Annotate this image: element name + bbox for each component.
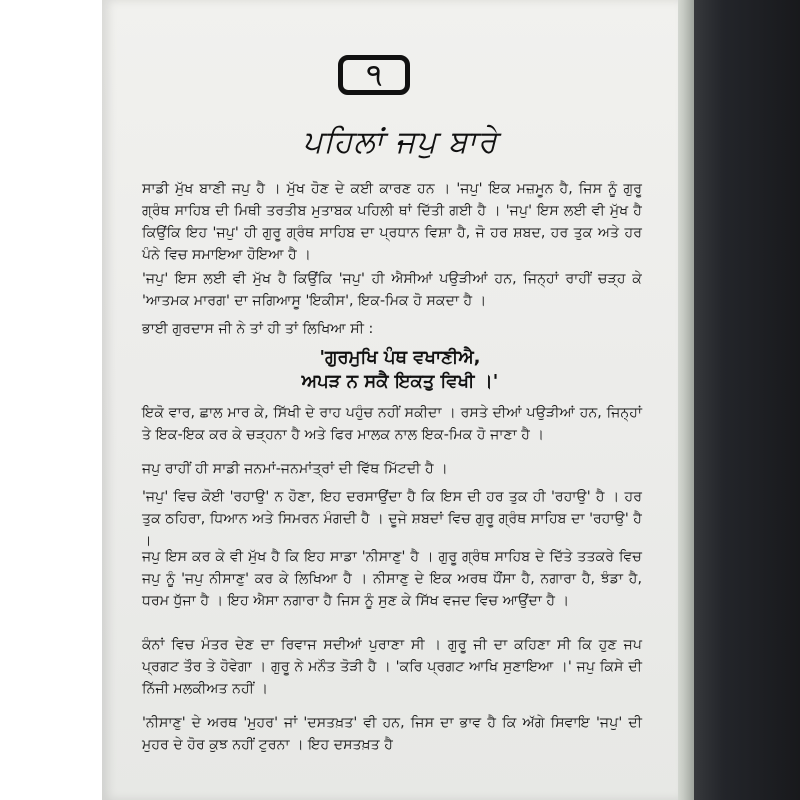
paragraph-2: 'ਜਪੁ' ਇਸ ਲਈ ਵੀ ਮੁੱਖ ਹੈ ਕਿਉਂਕਿ 'ਜਪੁ' ਹੀ ਐਸੀਆਂ ਪਉੜੀਆਂ ਹਨ, ਜਿਨ੍ਹਾਂ ਰਾਹੀਂ ਚੜ੍ਹ ਕੇ 'ਆਤਮਕ ਮਾਰਗ' ਦਾ ਜਗਿਆਸੂ 'ਇਕੀਸ', ਇਕ-ਮਿਕ ਹੋ ਸਕਦਾ ਹੈ । xyxy=(142,271,642,309)
chapter-number-box xyxy=(338,55,410,95)
paragraph-8: ਕੰਨਾਂ ਵਿਚ ਮੰਤਰ ਦੇਣ ਦਾ ਰਿਵਾਜ ਸਦੀਆਂ ਪੁਰਾਣਾ ਸੀ । ਗੁਰੂ ਜੀ ਦਾ ਕਹਿਣਾ ਸੀ ਕਿ ਹੁਣ ਜਪ ਪ੍ਰਗਟ ਤੌਰ ਤੇ ਹੋਵੇਗਾ । ਗੁਰੂ ਨੇ ਮਨੌਤ ਤੋੜੀ ਹੈ । 'ਕਰਿ ਪ੍ਰਗਟ ਆਖਿ ਸੁਣਾਇਆ ।' ਜਪੁ ਕਿਸੇ ਦੀ ਨਿੱਜੀ ਮਲਕੀਅਤ ਨਹੀਂ । xyxy=(142,637,642,697)
quote-line-2: ਅਪੜ ਨ ਸਕੈ ਇਕਤੁ ਵਿਖੀ ।' xyxy=(301,371,499,392)
chapter-number: ੧ xyxy=(366,59,382,90)
backdrop-right xyxy=(690,0,800,800)
paragraph-3: ਭਾਈ ਗੁਰਦਾਸ ਜੀ ਨੇ ਤਾਂ ਹੀ ਤਾਂ ਲਿਖਿਆ ਸੀ : xyxy=(142,321,374,337)
page-title: ਪਹਿਲਾਂ ਜਪੁ ਬਾਰੇ xyxy=(302,124,498,160)
paragraph-4: ਇਕੋ ਵਾਰ, ਛਾਲ ਮਾਰ ਕੇ, ਸਿੱਖੀ ਦੇ ਰਾਹ ਪਹੁੰਚ ਨਹੀਂ ਸਕੀਦਾ । ਰਸਤੇ ਦੀਆਂ ਪਉੜੀਆਂ ਹਨ, ਜਿਨ੍ਹਾਂ ਤੇ ਇਕ-ਇਕ ਕਰ ਕੇ ਚੜ੍ਹਨਾ ਹੈ ਅਤੇ ਫਿਰ ਮਾਲਕ ਨਾਲ ਇਕ-ਮਿਕ ਹੋ ਜਾਣਾ ਹੈ । xyxy=(142,405,642,443)
paragraph-6: 'ਜਪੁ' ਵਿਚ ਕੋਈ 'ਰਹਾਉ' ਨ ਹੋਣਾ, ਇਹ ਦਰਸਾਉਂਦਾ ਹੈ ਕਿ ਇਸ ਦੀ ਹਰ ਤੁਕ ਹੀ 'ਰਹਾਉ' ਹੈ । ਹਰ ਤੁਕ ਠਹਿਰਾ, ਧਿਆਨ ਅਤੇ ਸਿਮਰਨ ਮੰਗਦੀ ਹੈ । ਦੂਜੇ ਸ਼ਬਦਾਂ ਵਿਚ ਗੁਰੂ ਗ੍ਰੰਥ ਸਾਹਿਬ ਦਾ 'ਰਹਾਉ' ਹੈ । xyxy=(142,489,642,549)
paragraph-7: ਜਪੁ ਇਸ ਕਰ ਕੇ ਵੀ ਮੁੱਖ ਹੈ ਕਿ ਇਹ ਸਾਡਾ 'ਨੀਸਾਣੁ' ਹੈ । ਗੁਰੂ ਗ੍ਰੰਥ ਸਾਹਿਬ ਦੇ ਦਿੱਤੇ ਤਤਕਰੇ ਵਿਚ ਜਪੁ ਨੂੰ 'ਜਪੁ ਨੀਸਾਣੁ' ਕਰ ਕੇ ਲਿਖਿਆ ਹੈ । ਨੀਸਾਣੁ ਦੇ ਇਕ ਅਰਥ ਧੌਂਸਾ ਹੈ, ਨਗਾਰਾ ਹੈ, ਝੰਡਾ ਹੈ, ਧਰਮ ਧੁੱਜਾ ਹੈ । ਇਹ ਐਸਾ ਨਗਾਰਾ ਹੈ ਜਿਸ ਨੂੰ ਸੁਣ ਕੇ ਸਿੱਖ ਵਜਦ ਵਿਚ ਆਉਂਦਾ ਹੈ । xyxy=(142,549,642,609)
quote-line-1: 'ਗੁਰਮੁਖਿ ਪੰਥ ਵਖਾਣੀਐ, xyxy=(319,347,481,368)
paragraph-9: 'ਨੀਸਾਣੁ' ਦੇ ਅਰਥ 'ਮੁਹਰ' ਜਾਂ 'ਦਸਤਖ਼ਤ' ਵੀ ਹਨ, ਜਿਸ ਦਾ ਭਾਵ ਹੈ ਕਿ ਅੱਗੇ ਸਿਵਾਇ 'ਜਪੁ' ਦੀ ਮੁਹਰ ਦੇ ਹੋਰ ਕੁਝ ਨਹੀਂ ਟੁਰਨਾ । ਇਹ ਦਸਤਖ਼ਤ ਹੈ xyxy=(142,715,642,753)
paragraph-5: ਜਪੁ ਰਾਹੀਂ ਹੀ ਸਾਡੀ ਜਨਮਾਂ-ਜਨਮਾਂਤ੍ਰਾਂ ਦੀ ਵਿੱਥ ਮਿੱਟਦੀ ਹੈ । xyxy=(142,461,448,477)
book-page-edges xyxy=(676,0,694,800)
paragraph-1: ਸਾਡੀ ਮੁੱਖ ਬਾਣੀ ਜਪੁ ਹੈ । ਮੁੱਖ ਹੋਣ ਦੇ ਕਈ ਕਾਰਣ ਹਨ । 'ਜਪੁ' ਇਕ ਮਜ਼ਮੂਨ ਹੈ, ਜਿਸ ਨੂੰ ਗੁਰੂ ਗ੍ਰੰਥ ਸਾਹਿਬ ਦੀ ਮਿਥੀ ਤਰਤੀਬ ਮੁਤਾਬਕ ਪਹਿਲੀ ਥਾਂ ਦਿੱਤੀ ਗਈ ਹੈ । 'ਜਪੁ' ਇਸ ਲਈ ਵੀ ਮੁੱਖ ਹੈ ਕਿਉਂਕਿ ਇਹ 'ਜਪੁ' ਹੀ ਗੁਰੂ ਗ੍ਰੰਥ ਸਾਹਿਬ ਦਾ ਪ੍ਰਧਾਨ ਵਿਸ਼ਾ ਹੈ, ਜੋ ਹਰ ਸ਼ਬਦ, ਹਰ ਤੁਕ ਅਤੇ ਹਰ ਪੰਨੇ ਵਿਚ ਸਮਾਇਆ ਹੋਇਆ ਹੈ । xyxy=(142,181,642,263)
backdrop-left xyxy=(0,0,102,800)
